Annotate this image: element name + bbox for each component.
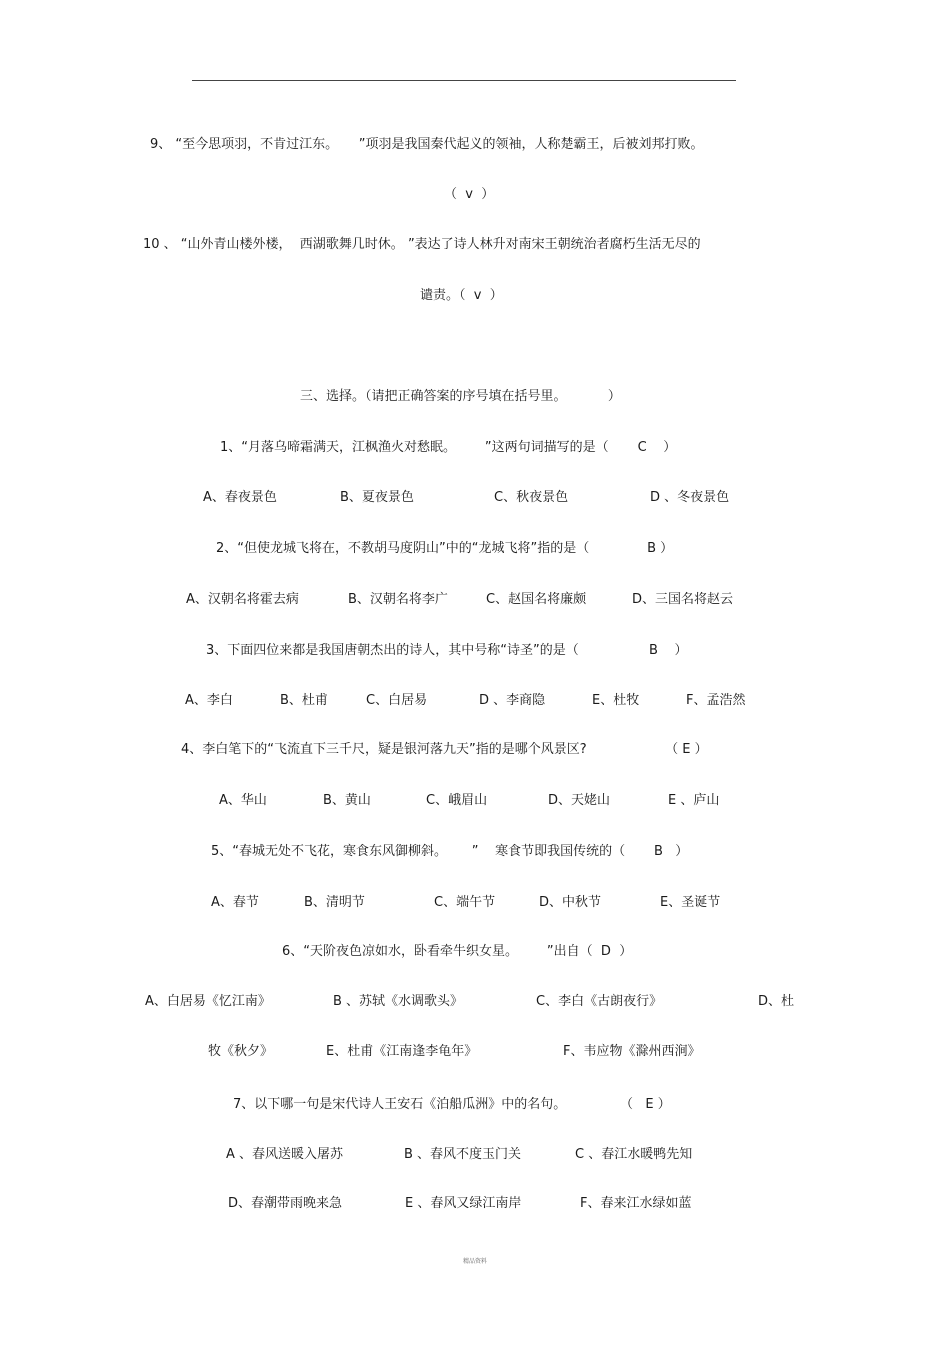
choice-q5-option-d: D、中秋节 xyxy=(539,895,602,910)
choice-q2-option-a: A、汉朝名将霍去病 xyxy=(186,592,299,607)
choice-q5-option-c: C、端午节 xyxy=(434,895,496,910)
choice-q5-option-b: B、清明节 xyxy=(304,895,365,910)
section-3-title: 三、选择。（请把正确答案的序号填在括号里。 ） xyxy=(300,389,621,404)
choice-q5-stem: 5、“春城无处不飞花，寒食东风御柳斜。 ” 寒食节即我国传统的（ B ） xyxy=(211,844,689,859)
choice-q4-option-b: B、黄山 xyxy=(323,793,371,808)
question-9: 9、 “至今思项羽，不肯过江东。 ”项羽是我国秦代起义的领袖，人称楚霸王，后被刘邦打败。 xyxy=(150,137,704,152)
choice-q1-stem: 1、“月落乌啼霜满天，江枫渔火对愁眠。 ”这两句词描写的是（ C ） xyxy=(220,440,677,455)
question-9-answer: （ v ） xyxy=(444,187,495,202)
choice-q1-option-d: D 、冬夜景色 xyxy=(650,490,730,505)
choice-q6-option-d-cont: 牧《秋夕》 xyxy=(208,1044,274,1059)
choice-q3-option-f: F、孟浩然 xyxy=(686,693,746,708)
choice-q6-option-a: A、白居易《忆江南》 xyxy=(145,994,271,1009)
choice-q4-option-a: A、华山 xyxy=(219,793,267,808)
question-10: 10 、 “山外青山楼外楼， 西湖歌舞几时休。 ”表达了诗人林升对南宋王朝统治者腐朽生活无尽的 xyxy=(143,237,701,252)
choice-q6-option-c: C、李白《古朗夜行》 xyxy=(536,994,663,1009)
choice-q2-stem: 2、“但使龙城飞将在，不教胡马度阴山”中的“龙城飞将”指的是（ B ） xyxy=(216,541,674,556)
choice-q3-option-a: A、李白 xyxy=(185,693,233,708)
choice-q4-option-d: D、天姥山 xyxy=(548,793,611,808)
choice-q7-option-d: D、春潮带雨晚来急 xyxy=(228,1196,343,1211)
choice-q2-option-b: B、汉朝名将李广 xyxy=(348,592,448,607)
choice-q6-option-b: B 、苏轼《水调歌头》 xyxy=(333,994,464,1009)
choice-q3-stem: 3、下面四位来都是我国唐朝杰出的诗人，其中号称“诗圣”的是（ B ） xyxy=(206,643,688,658)
choice-q7-option-f: F、春来江水绿如蓝 xyxy=(580,1196,692,1211)
choice-q4-option-e: E 、庐山 xyxy=(668,793,720,808)
choice-q6-option-d: D、杜 xyxy=(758,994,795,1009)
choice-q1-option-a: A、春夜景色 xyxy=(203,490,277,505)
choice-q5-option-a: A、春节 xyxy=(211,895,259,910)
choice-q7-option-e: E 、春风又绿江南岸 xyxy=(405,1196,522,1211)
choice-q6-option-f: F、韦应物《滁州西涧》 xyxy=(563,1044,701,1059)
choice-q2-option-c: C、赵国名将廉颇 xyxy=(486,592,587,607)
choice-q4-stem: 4、李白笔下的“飞流直下三千尺，疑是银河落九天”指的是哪个风景区? （ E ） xyxy=(181,742,708,757)
question-10-continuation: 谴责。（ v ） xyxy=(420,288,503,303)
choice-q6-option-e: E、杜甫《江南逢李龟年》 xyxy=(326,1044,478,1059)
choice-q1-option-b: B、夏夜景色 xyxy=(340,490,414,505)
choice-q5-option-e: E、圣诞节 xyxy=(660,895,721,910)
choice-q1-option-c: C、秋夜景色 xyxy=(494,490,569,505)
choice-q2-option-d: D、三国名将赵云 xyxy=(632,592,734,607)
choice-q4-option-c: C、峨眉山 xyxy=(426,793,488,808)
choice-q7-stem: 7、以下哪一句是宋代诗人王安石《泊船瓜洲》中的名句。 （ E ） xyxy=(233,1097,671,1112)
choice-q7-option-c: C 、春江水暖鸭先知 xyxy=(575,1147,693,1162)
choice-q3-option-c: C、白居易 xyxy=(366,693,428,708)
choice-q7-option-a: A 、春风送暖入屠苏 xyxy=(226,1147,344,1162)
choice-q3-option-b: B、杜甫 xyxy=(280,693,328,708)
choice-q6-stem: 6、“天阶夜色凉如水，卧看牵牛织女星。 ”出自（ D ） xyxy=(282,944,633,959)
page-footer: 精品资料 xyxy=(462,1258,487,1265)
choice-q3-option-d: D 、李商隐 xyxy=(479,693,546,708)
choice-q7-option-b: B 、春风不度玉门关 xyxy=(404,1147,522,1162)
choice-q3-option-e: E、杜牧 xyxy=(592,693,640,708)
header-rule xyxy=(192,80,736,81)
